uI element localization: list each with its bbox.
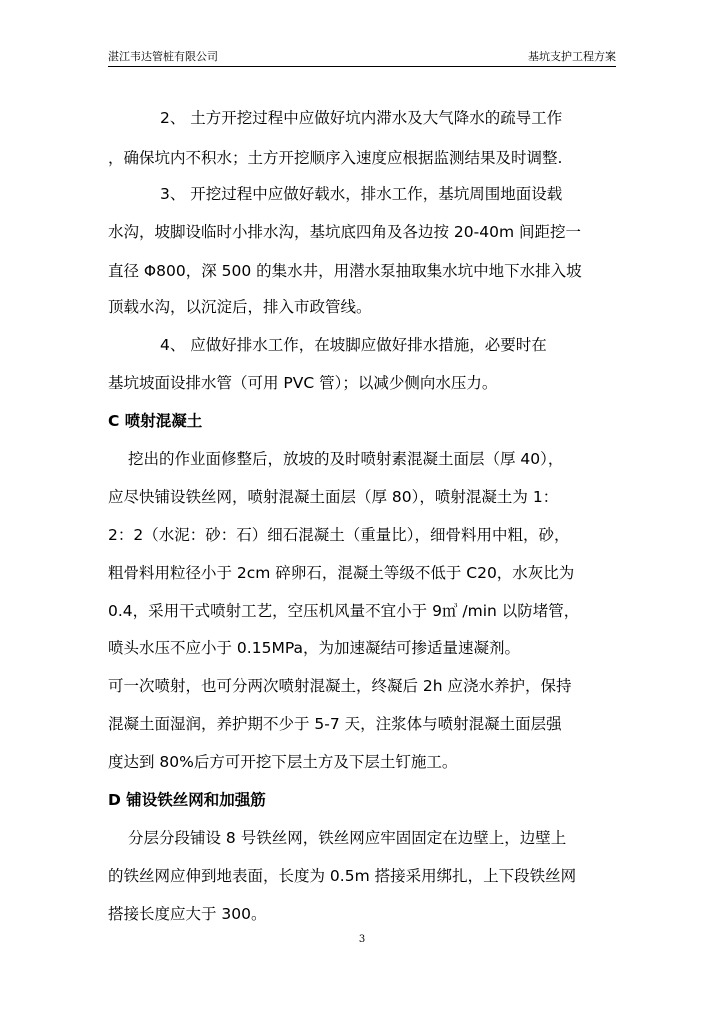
- paragraph-line: 2、 土方开挖过程中应做好坑内滞水及大气降水的疏导工作: [160, 109, 563, 127]
- section-heading: D 铺设铁丝网和加强筋: [108, 791, 266, 809]
- paragraph-line: 搭接长度应大于 300。: [108, 905, 267, 923]
- paragraph-line: 0.4，采用干式喷射工艺，空压机风量不宜小于 9㎥ /min 以防堵管，: [108, 602, 580, 620]
- paragraph-line: 分层分段铺设 8 号铁丝网，铁丝网应牢固固定在边壁上，边壁上: [128, 829, 567, 847]
- header-rule: [108, 66, 616, 67]
- section-heading: C 喷射混凝土: [108, 412, 203, 430]
- paragraph-line: 粗骨料用粒径小于 2cm 碎卵石，混凝土等级不低于 C20，水灰比为: [108, 564, 575, 582]
- paragraph-line: 可一次喷射，也可分两次喷射混凝土，终凝后 2h 应浇水养护，保持: [108, 677, 572, 695]
- paragraph-line: 挖出的作业面修整后，放坡的及时喷射素混凝土面层（厚 40），: [128, 450, 564, 468]
- header-company: 湛江韦达管桩有限公司: [108, 50, 218, 63]
- paragraph-line: 混凝土面湿润，养护期不少于 5-7 天，注浆体与喷射混凝土面层强: [108, 715, 562, 733]
- paragraph-line: 直径 Φ800，深 500 的集水井，用潜水泵抽取集水坑中地下水排入坡: [108, 262, 582, 280]
- paragraph-line: 2：2（水泥：砂：石）细石混凝土（重量比），细骨料用中粗，砂，: [108, 526, 570, 544]
- paragraph-line: 应尽快铺设铁丝网，喷射混凝土面层（厚 80），喷射混凝土为 1：: [108, 488, 559, 506]
- paragraph-line: 顶载水沟，以沉淀后，排入市政管线。: [108, 298, 372, 316]
- paragraph-line: 水沟，坡脚设临时小排水沟，基坑底四角及各边按 20-40m 间距挖一: [108, 223, 581, 241]
- header-doc-title: 基坑支护工程方案: [528, 50, 616, 63]
- paragraph-line: ，确保坑内不积水；土方开挖顺序入速度应根据监测结果及时调整.: [108, 149, 563, 167]
- paragraph-line: 3、 开挖过程中应做好载水，排水工作，基坑周围地面设载: [160, 185, 563, 203]
- paragraph-line: 的铁丝网应伸到地表面，长度为 0.5m 搭接采用绑扎，上下段铁丝网: [108, 867, 577, 885]
- page-number: 3: [358, 934, 366, 945]
- paragraph-line: 基坑坡面设排水管（可用 PVC 管）；以减少侧向水压力。: [108, 374, 498, 392]
- paragraph-line: 喷头水压不应小于 0.15MPa，为加速凝结可掺适量速凝剂。: [108, 639, 520, 657]
- paragraph-line: 度达到 80%后方可开挖下层土方及下层土钉施工。: [108, 753, 458, 771]
- paragraph-line: 4、 应做好排水工作，在坡脚应做好排水措施，必要时在: [160, 336, 547, 354]
